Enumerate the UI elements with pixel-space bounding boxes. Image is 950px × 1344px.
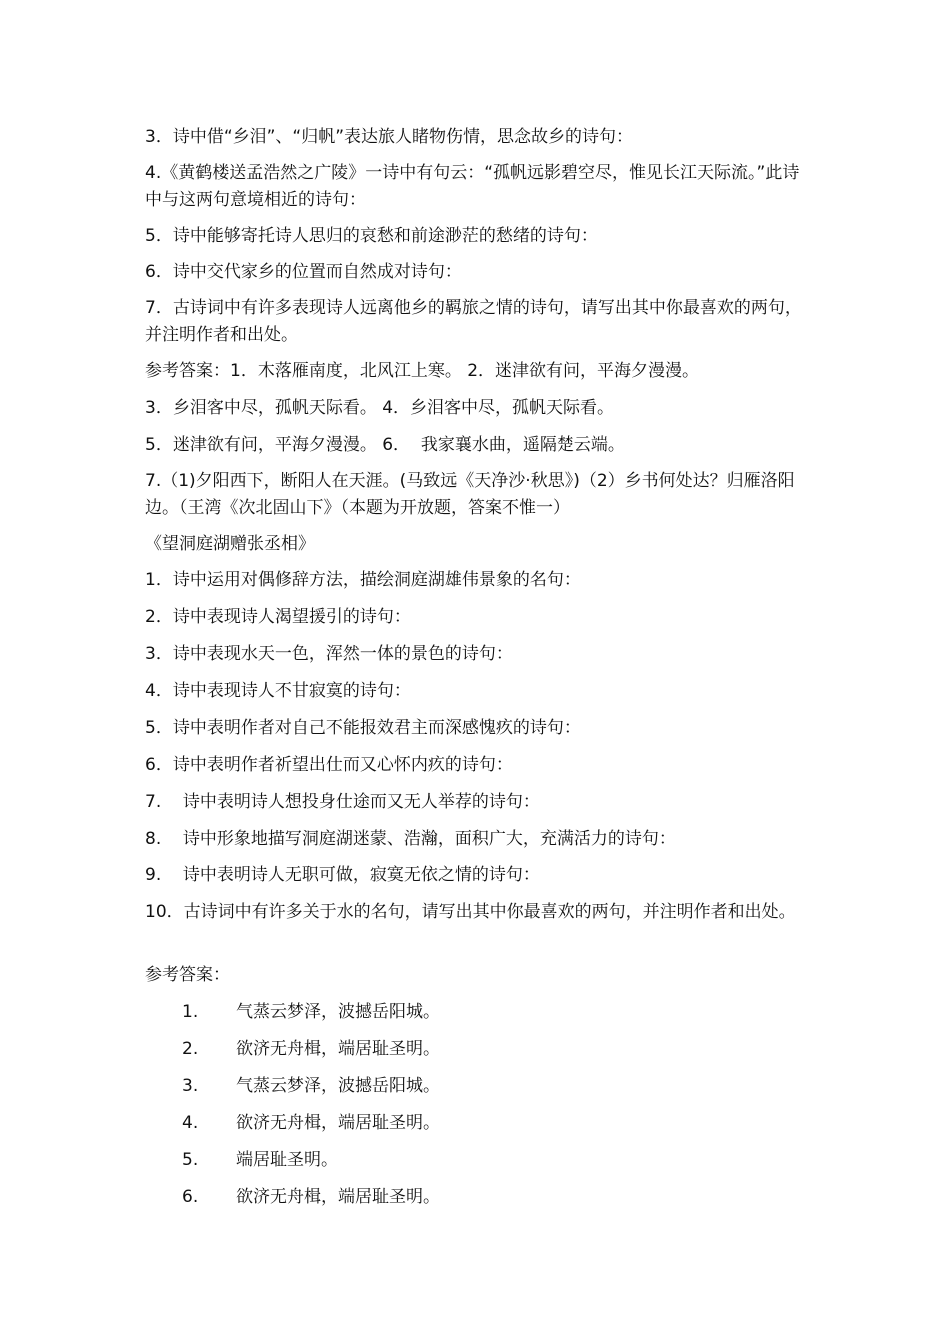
question-3: 3．诗中表现水天一色，浑然一体的景色的诗句： <box>145 644 513 664</box>
answer-number: 4. <box>182 1113 199 1133</box>
answer-item <box>182 1184 440 1211</box>
answer-text: 欲济无舟楫，端居耻圣明。 <box>236 1187 440 1207</box>
answer-number: 5. <box>182 1150 199 1170</box>
question-4-poem1: 4.《黄鹤楼送孟浩然之广陵》一诗中有句云：“孤帆远影碧空尽，惟见长江天际流。”此诗中与这两句意境相近的诗句： <box>145 163 800 210</box>
answer-line-1: 参考答案：1．木落雁南度，北风江上寒。 2．迷津欲有问，平海夕漫漫。 <box>145 361 700 381</box>
answer-text: 气蒸云梦泽，波撼岳阳城。 <box>236 1076 440 1096</box>
answer-line-2: 3．乡泪客中尽，孤帆天际看。 4．乡泪客中尽，孤帆天际看。 <box>145 398 615 418</box>
question-1: 1．诗中运用对偶修辞方法，描绘洞庭湖雄伟景象的名句： <box>145 570 581 590</box>
answer-item <box>182 1073 440 1100</box>
question-9: 9. 诗中表明诗人无职可做，寂寞无依之情的诗句： <box>145 865 540 885</box>
answer-number: 3. <box>182 1076 199 1096</box>
answer-line-3: 5．迷津欲有问，平海夕漫漫。 6． 我家襄水曲，遥隔楚云端。 <box>145 435 625 455</box>
answer-number: 2. <box>182 1039 199 1059</box>
answer-item <box>182 999 440 1026</box>
question-10: 10．古诗词中有许多关于水的名句，请写出其中你最喜欢的两句，并注明作者和出处。 <box>145 902 796 922</box>
answer-text: 端居耻圣明。 <box>236 1150 338 1170</box>
answer-title: 参考答案： <box>145 965 230 985</box>
question-7-poem1: 7．古诗词中有许多表现诗人远离他乡的羁旅之情的诗句，请写出其中你最喜欢的两句，并注明作者和出处。 <box>145 298 802 345</box>
answer-text: 欲济无舟楫，端居耻圣明。 <box>236 1113 440 1133</box>
question-4: 4．诗中表现诗人不甘寂寞的诗句： <box>145 681 411 701</box>
answer-text: 气蒸云梦泽，波撼岳阳城。 <box>236 1002 440 1022</box>
answer-item <box>182 1036 440 1063</box>
question-2: 2．诗中表现诗人渴望援引的诗句： <box>145 607 411 627</box>
answer-line-4: 7.（1)夕阳西下，断阳人在天涯。(马致远《天净沙·秋思》)（2）乡书何处达？归雁洛阳边。（王湾《次北固山下》（本题为开放题，答案不惟一） <box>145 471 795 518</box>
answer-number: 6. <box>182 1187 199 1207</box>
question-6-poem1: 6．诗中交代家乡的位置而自然成对诗句： <box>145 262 462 282</box>
question-5: 5．诗中表明作者对自己不能报效君主而深感愧疚的诗句： <box>145 718 581 738</box>
question-6: 6．诗中表明作者祈望出仕而又心怀内疚的诗句： <box>145 755 513 775</box>
question-7: 7. 诗中表明诗人想投身仕途而又无人举荐的诗句： <box>145 792 540 812</box>
answer-text: 欲济无舟楫，端居耻圣明。 <box>236 1039 440 1059</box>
answer-number: 1. <box>182 1002 199 1022</box>
question-3-poem1: 3．诗中借“乡泪”、“归帆”表达旅人睹物伤情，思念故乡的诗句： <box>145 127 634 147</box>
question-5-poem1: 5．诗中能够寄托诗人思归的哀愁和前途渺茫的愁绪的诗句： <box>145 226 598 246</box>
section-title: 《望洞庭湖赠张丞相》 <box>145 534 315 554</box>
answer-item <box>182 1110 440 1137</box>
question-8: 8. 诗中形象地描写洞庭湖迷蒙、浩瀚，面积广大，充满活力的诗句： <box>145 829 676 849</box>
answer-item <box>182 1147 338 1174</box>
